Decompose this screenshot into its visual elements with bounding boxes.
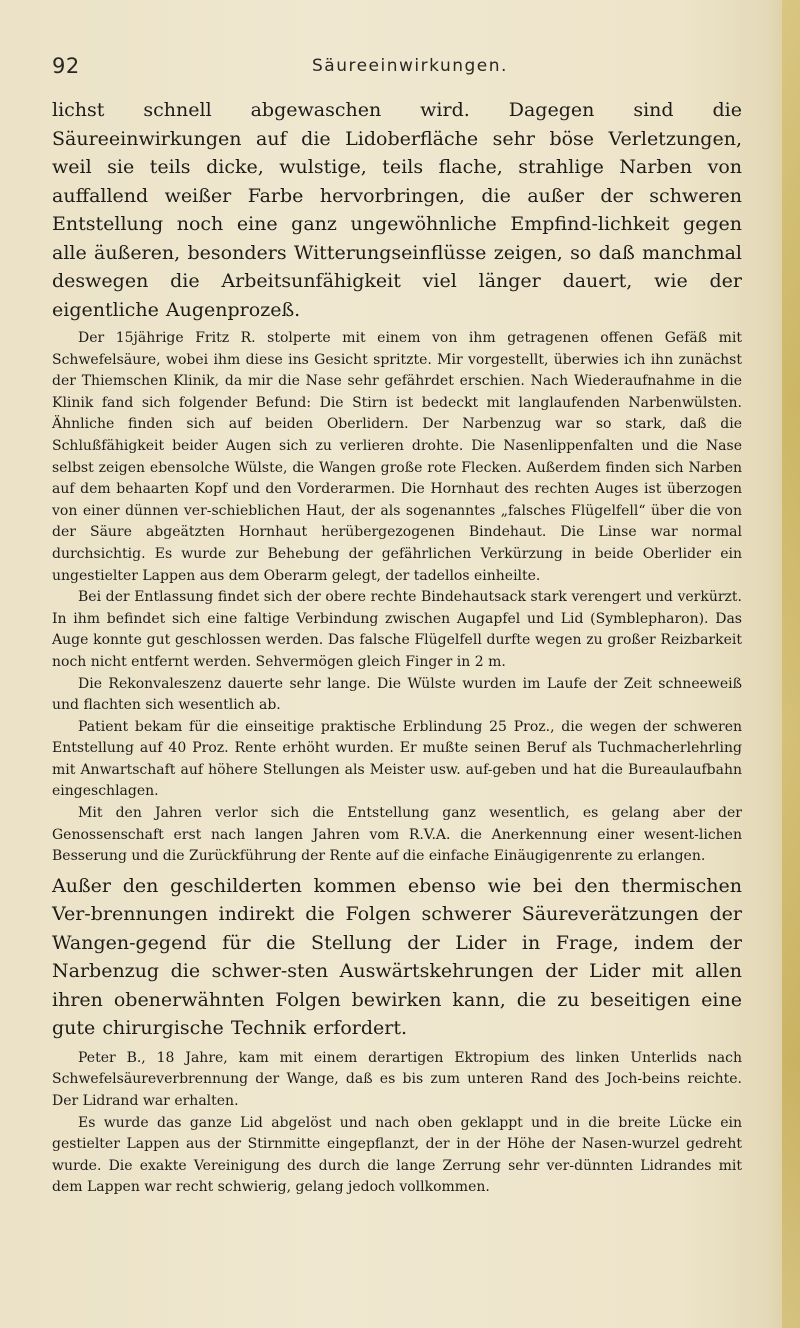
page-number: 92 xyxy=(52,54,80,78)
page-edge-tint xyxy=(782,0,800,1328)
case-paragraph-6: Peter B., 18 Jahre, kam mit einem derartigen Ektropium des linken Unterlids nach Schwefelsäureverbrennung der Wange, daß es bis zum unteren Rand des Joch-beins reichte. Der Lidrand war erhalten. xyxy=(52,1049,742,1110)
page-body xyxy=(52,96,742,1199)
body-paragraph-1: lichst schnell abgewaschen wird. Dagegen sind die Säureeinwirkungen auf die Lidoberfläche sehr böse Verletzungen, weil sie teils dicke, wulstige, teils flache, strahlige Narben von auffallend weißer Farbe hervorbringen, die außer der schweren Entstellung noch eine ganz ungewöhnliche Empfind-lichkeit gegen alle äußeren, besonders Witterungseinflüsse zeigen, so daß manchmal deswegen die Arbeitsunfähigkeit viel länger dauert, wie der eigentliche Augenprozeß. xyxy=(52,99,742,321)
body-paragraph-2: Außer den geschilderten kommen ebenso wie bei den thermischen Ver-brennungen indirekt die Folgen schwerer Säureverätzungen der Wangen-gegend für die Stellung der Lider in Frage, indem der Narbenzug die schwer-sten Auswärtskehrungen der Lider mit allen ihren obenerwähnten Folgen bewirken kann, die zu beseitigen eine gute chirurgische Technik erfordert. xyxy=(52,874,742,1040)
case-paragraph-7: Es wurde das ganze Lid abgelöst und nach oben geklappt und in die breite Lücke ein gestielter Lappen aus der Stirnmitte eingepflanzt, der in der Höhe der Nasen-wurzel gedreht wurde. Die exakte Vereinigung des durch die lange Zerrung sehr ver-dünnten Lidrandes mit dem Lappen war recht schwierig, gelang jedoch vollkommen. xyxy=(52,1114,742,1196)
page-header xyxy=(52,54,740,82)
case-paragraph-3: Die Rekonvaleszenz dauerte sehr lange. Die Wülste wurden im Laufe der Zeit schneeweiß und flachten sich wesentlich ab. xyxy=(52,675,742,714)
case-paragraph-5: Mit den Jahren verlor sich die Entstellung ganz wesentlich, es gelang aber der Genossenschaft erst nach langen Jahren vom R.V.A. die Anerkennung einer wesent-lichen Besserung und die Zurückführung der Rente auf die einfache Einäugigenrente zu erlangen. xyxy=(52,805,742,865)
running-head: Säureeinwirkungen. xyxy=(312,56,508,76)
case-paragraph-2: Bei der Entlassung findet sich der obere rechte Bindehautsack stark verengert und verkürzt. In ihm befindet sich eine faltige Verbindung zwischen Augapfel und Lid (Symblepharon). Das Auge konnte gut geschlossen werden. Das falsche Flügelfell durfte wegen zu großer Reizbarkeit noch nicht entfernt werden. Sehvermögen gleich Finger in 2 m. xyxy=(52,589,742,670)
case-paragraph-1: Der 15jährige Fritz R. stolperte mit einem von ihm getragenen offenen Gefäß mit Schwefelsäure, wobei ihm diese ins Gesicht spritzte. Mir vorgestellt, überwies ich ihn zunächst der Thiemschen Klinik, da mir die Nase sehr gefährdet erschien. Nach Wiederaufnahme in die Klinik fand sich folgender Befund: Die Stirn ist bedeckt mit langlaufenden Narbenwülsten. Ähnliche finden sich auf beiden Oberlidern. Der Narbenzug war so stark, daß die Schlußfähigkeit beider Augen sich zu verlieren drohte. Die Nasenlippenfalten und die Nase selbst zeigen ebensolche Wülste, die Wangen große rote Flecken. Außerdem finden sich Narben auf dem behaarten Kopf und den Vorderarmen. Die Hornhaut des rechten Auges ist überzogen von einer dünnen ver-schieblichen Haut, der als sogenanntes „falsches Flügelfell“ über die von der Säure abgeätzten Hornhaut herübergezogenen Bindehaut. Die Linse war normal durchsichtig. Es wurde zur Behebung der gefährlichen Verkürzung in beide Oberlider ein ungestielter Lappen aus dem Oberarm gelegt, der tadellos einheilte. xyxy=(52,330,742,584)
case-paragraph-4: Patient bekam für die einseitige praktische Erblindung 25 Proz., die wegen der schweren Entstellung auf 40 Proz. Rente erhöht wurden. Er mußte seinen Beruf als Tuchmacherlehrling mit Anwartschaft auf höhere Stellungen als Meister usw. auf-geben und hat die Bureaulaufbahn eingeschlagen. xyxy=(52,718,742,800)
